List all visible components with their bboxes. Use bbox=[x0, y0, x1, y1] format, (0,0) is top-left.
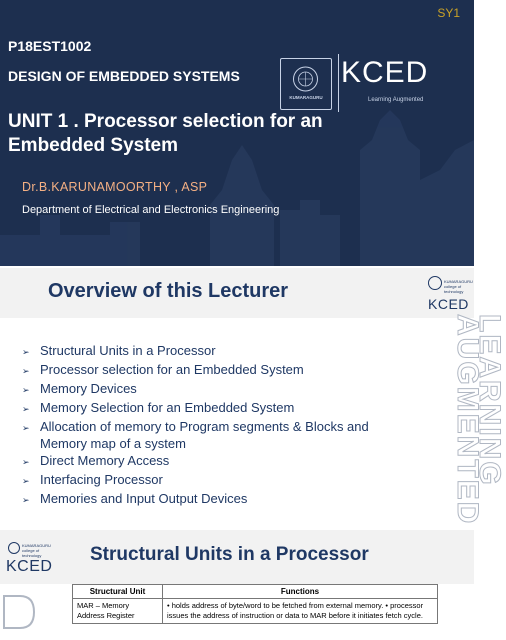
kced-logo: KCED bbox=[6, 558, 53, 575]
column-header: Functions bbox=[163, 585, 438, 599]
department-name: Department of Electrical and Electronics Engineering bbox=[22, 204, 280, 216]
list-item bbox=[22, 380, 402, 399]
arrow-bullet-icon: ➢ bbox=[22, 423, 30, 433]
list-item bbox=[22, 361, 402, 380]
table-cell: MAR – Memory Address Register bbox=[73, 599, 163, 624]
overview-title: Overview of this Lecturer bbox=[48, 280, 289, 302]
course-code: P18EST1002 bbox=[8, 38, 92, 54]
overview-slide bbox=[0, 268, 506, 528]
arrow-bullet-icon: ➢ bbox=[22, 385, 30, 395]
slide-number-tag: SY1 bbox=[437, 6, 460, 20]
structural-units-table bbox=[72, 584, 438, 624]
arrow-bullet-icon: ➢ bbox=[22, 366, 30, 376]
table-cell: • holds address of byte/word to be fetched from external memory. • processor issues the address of instruction or data to MAR before it initiates fetch cycle. bbox=[163, 599, 438, 624]
presenter-name: Dr.B.KARUNAMOORTHY , ASP bbox=[22, 180, 208, 194]
decorative-outline-letters bbox=[0, 590, 40, 640]
unit-title bbox=[8, 110, 348, 158]
outline-letter-icon bbox=[0, 590, 40, 634]
list-item-text: Processor selection for an Embedded System bbox=[40, 362, 304, 377]
arrow-bullet-icon: ➢ bbox=[22, 347, 30, 357]
slide-title: Structural Units in a Processor bbox=[90, 544, 369, 565]
seal-caption: KUMARAGURU college of technology bbox=[22, 543, 51, 558]
list-item bbox=[22, 490, 402, 509]
overview-bullet-list bbox=[22, 342, 402, 509]
college-seal-logo bbox=[280, 58, 332, 110]
seal-icon bbox=[281, 59, 330, 108]
list-item-text: Memory Devices bbox=[40, 381, 137, 396]
side-seal-caption: KUMARAGURU college of technology bbox=[444, 279, 473, 294]
list-item bbox=[22, 342, 402, 361]
list-item-text: Interfacing Processor bbox=[40, 472, 163, 487]
list-item-text: Memories and Input Output Devices bbox=[40, 491, 248, 506]
unit-title-line-1: UNIT 1 . Processor selection for an bbox=[8, 111, 323, 132]
seal-icon bbox=[8, 542, 20, 554]
list-item bbox=[22, 418, 402, 452]
list-item-text: Structural Units in a Processor bbox=[40, 343, 216, 358]
table-header-row bbox=[73, 585, 438, 599]
seal-icon bbox=[428, 276, 442, 290]
list-item-text: Direct Memory Access bbox=[40, 453, 170, 468]
arrow-bullet-icon: ➢ bbox=[22, 495, 30, 505]
unit-title-line-2: Embedded System bbox=[8, 135, 178, 156]
list-item bbox=[22, 452, 402, 471]
seal-caption: KUMARAGURU bbox=[289, 95, 323, 100]
kced-tagline: Learning Augmented bbox=[368, 97, 424, 103]
logo-divider bbox=[338, 54, 339, 112]
list-item bbox=[22, 471, 402, 490]
arrow-bullet-icon: ➢ bbox=[22, 404, 30, 414]
title-slide bbox=[0, 0, 474, 266]
table-row bbox=[73, 599, 438, 624]
list-item bbox=[22, 399, 402, 418]
side-logo bbox=[428, 276, 473, 312]
learning-augmented-vertical-text: LEARNING AUGMENTED bbox=[451, 314, 506, 526]
list-item-text: Allocation of memory to Program segments & Blocks and Memory map of a system bbox=[40, 419, 369, 451]
column-header: Structural Unit bbox=[73, 585, 163, 599]
kced-logo: KCED bbox=[341, 56, 429, 89]
arrow-bullet-icon: ➢ bbox=[22, 457, 30, 467]
course-name: DESIGN OF EMBEDDED SYSTEMS bbox=[8, 68, 240, 84]
arrow-bullet-icon: ➢ bbox=[22, 476, 30, 486]
side-kced-logo: KCED bbox=[428, 296, 469, 312]
structural-units-slide bbox=[0, 530, 474, 632]
list-item-text: Memory Selection for an Embedded System bbox=[40, 400, 295, 415]
